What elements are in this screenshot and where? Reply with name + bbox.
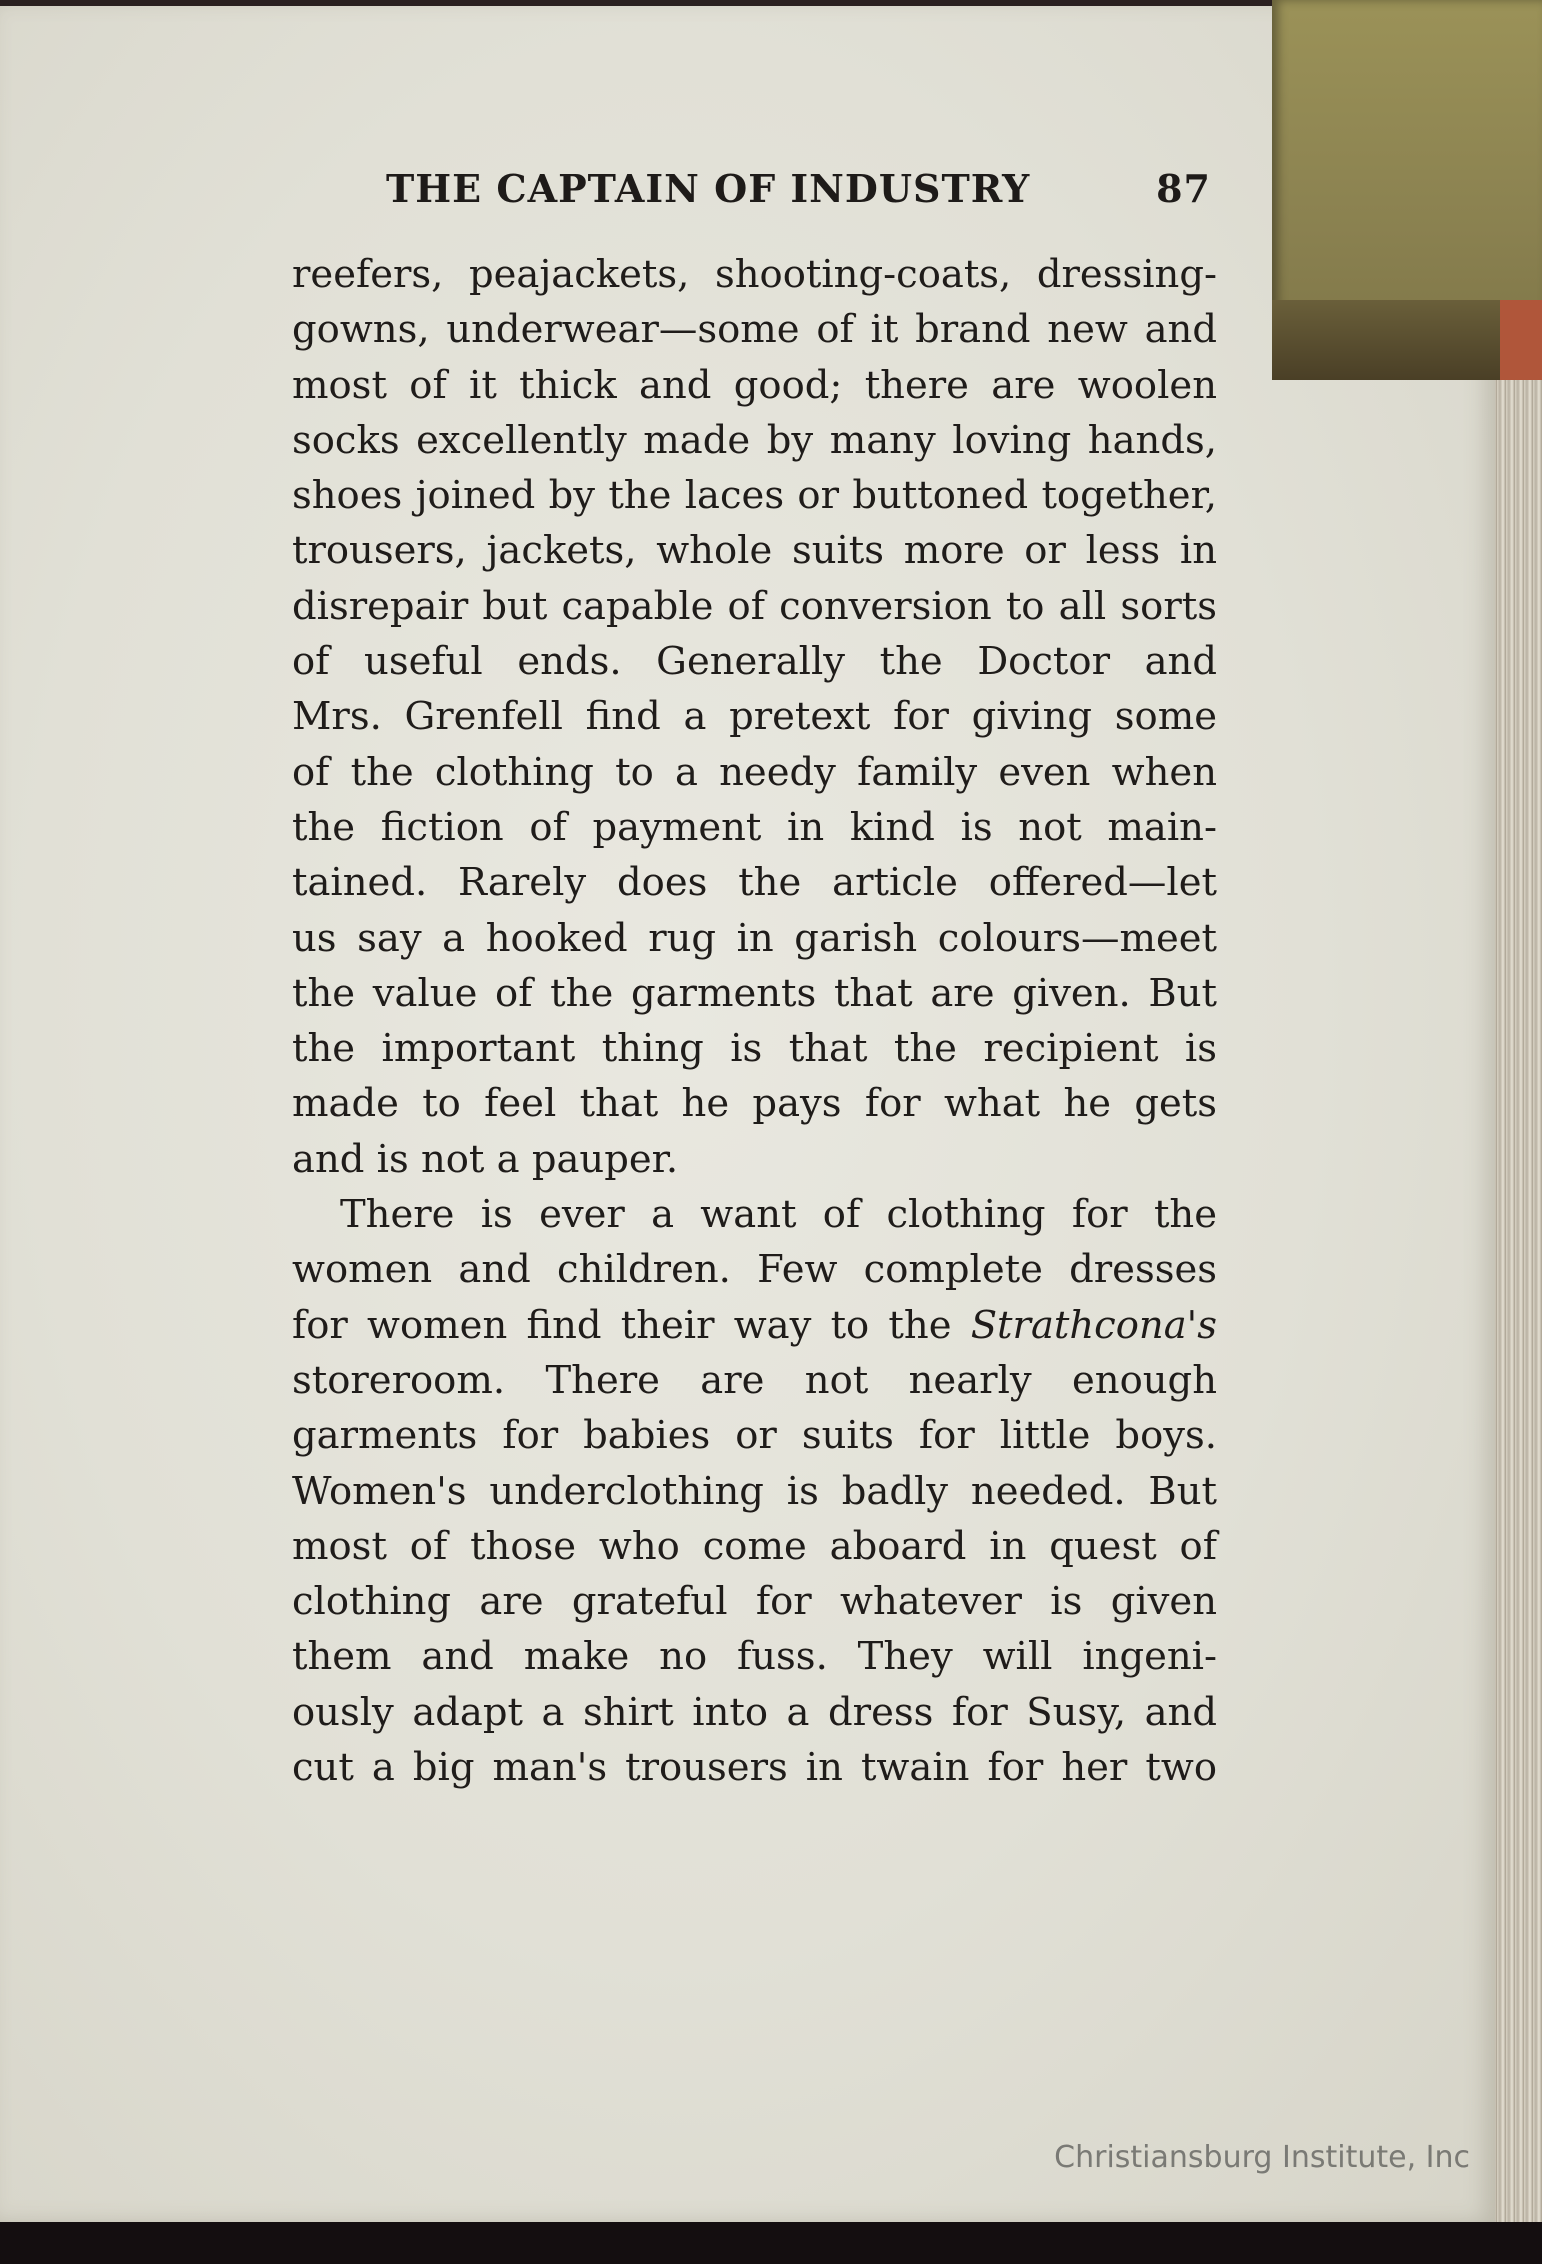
text-line: gowns, underwear—some of it brand new and (292, 307, 1217, 353)
book-cover-edge (1500, 300, 1542, 380)
text-line: the fiction of payment in kind is not main- (292, 804, 1217, 850)
text-fragment: for women find their way to the (292, 1302, 952, 1348)
text-line: clothing are grateful for whatever is given (292, 1579, 1217, 1625)
text-line: women and children. Few complete dresses (292, 1247, 1217, 1293)
text-line: shoes joined by the laces or buttoned together, (292, 473, 1217, 519)
text-line: storeroom. There are not nearly enough (292, 1357, 1217, 1403)
text-line: the important thing is that the recipient is (292, 1026, 1217, 1072)
body-text (292, 247, 1217, 1795)
text-line: garments for babies or suits for little boys. (292, 1413, 1217, 1459)
text-line: disrepair but capable of conversion to all sorts (292, 583, 1217, 629)
text-line: the value of the garments that are given. But (292, 970, 1217, 1016)
ship-name-italic: Strathcona's (970, 1302, 1217, 1348)
text-line: made to feel that he pays for what he gets (292, 1081, 1217, 1127)
text-line: Mrs. Grenfell find a pretext for giving some (292, 694, 1217, 740)
text-line: tained. Rarely does the article offered—let (292, 860, 1217, 906)
page-number: 87 (1156, 166, 1211, 211)
text-line: them and make no fuss. They will ingeni- (292, 1634, 1217, 1680)
text-line: and is not a pauper. (292, 1136, 679, 1182)
text-line: There is ever a want of clothing for the (340, 1192, 1217, 1238)
text-line: trousers, jackets, whole suits more or less in (292, 528, 1217, 574)
text-line: reefers, peajackets, shooting-coats, dressing- (292, 252, 1217, 297)
text-line: most of it thick and good; there are woolen (292, 362, 1217, 408)
text-line: us say a hooked rug in garish colours—meet (292, 915, 1217, 961)
text-line: Women's underclothing is badly needed. But (292, 1468, 1217, 1514)
running-title: THE CAPTAIN OF INDUSTRY (386, 166, 1031, 211)
text-line: most of those who come aboard in quest of (292, 1523, 1217, 1569)
text-line-with-italic (292, 1298, 1217, 1353)
text-line: of useful ends. Generally the Doctor and (292, 639, 1217, 685)
bottom-shadow (0, 2222, 1542, 2264)
text-line: ously adapt a shirt into a dress for Susy, and (292, 1689, 1217, 1735)
running-header (386, 166, 1211, 226)
watermark: Christiansburg Institute, Inc (1054, 2140, 1470, 2175)
text-line: of the clothing to a needy family even when (292, 749, 1217, 795)
text-line: socks excellently made by many loving hands, (292, 417, 1217, 463)
text-line: cut a big man's trousers in twain for her two (292, 1745, 1217, 1791)
top-shadow (0, 0, 1280, 6)
